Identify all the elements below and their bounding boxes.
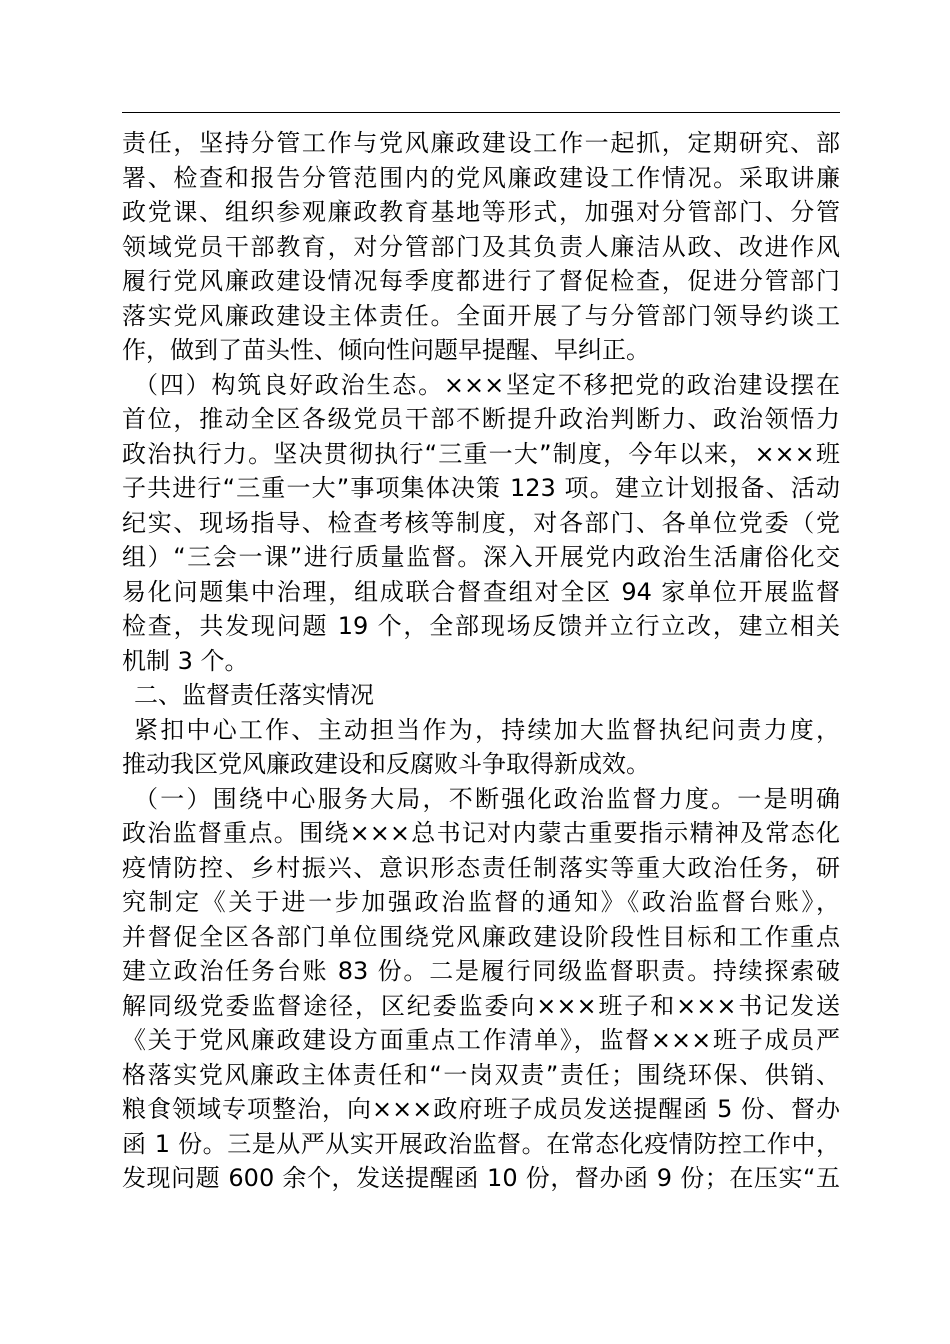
text-line-12: 纪实、现场指导、检查考核等制度，对各部门、各单位党委（党 (122, 508, 840, 537)
text-line-11: 子共进行“三重一大”事项集体决策 123 项。建立计划报备、活动 (122, 474, 840, 502)
text-line-14: 易化问题集中治理，组成联合督查组对全区 94 家单位开展监督 (122, 577, 840, 606)
text-line-27: 《关于党风廉政建设方面重点工作清单》，监督×××班子成员严 (122, 1026, 840, 1054)
text-line-6: 落实党风廉政建设主体责任。全面开展了与分管部门领导约谈工 (122, 301, 840, 330)
text-line-7: 作，做到了苗头性、倾向性问题早提醒、早纠正。 (122, 336, 650, 364)
text-line-19: 推动我区党风廉政建设和反腐败斗争取得新成效。 (122, 750, 650, 778)
text-line-31: 发现问题 600 余个，发送提醒函 10 份，督办函 9 份；在压实“五 (122, 1164, 840, 1192)
text-line-1: 责任，坚持分管工作与党风廉政建设工作一起抓，定期研究、部 (122, 129, 840, 157)
text-line-30: 函 1 份。三是从严从实开展政治监督。在常态化疫情防控工作中， (122, 1129, 840, 1158)
text-line-10: 政治执行力。坚决贯彻执行“三重一大”制度，今年以来，×××班 (122, 439, 840, 468)
text-line-15: 检查，共发现问题 19 个，全部现场反馈并立行立改，建立相关 (122, 612, 840, 640)
text-line-23: 究制定《关于进一步加强政治监督的通知》《政治监督台账》， (122, 888, 840, 916)
text-line-28: 格落实党风廉政主体责任和“一岗双责”责任；围绕环保、供销、 (122, 1060, 840, 1089)
text-line-18: 紧扣中心工作、主动担当作为，持续加大监督执纪问责力度， (134, 715, 840, 744)
document-body (122, 126, 840, 1196)
text-line-26: 解同级党委监督途径，区纪委监委向×××班子和×××书记发送 (122, 991, 840, 1020)
text-line-9: 首位，推动全区各级党员干部不断提升政治判断力、政治领悟力 (122, 405, 840, 433)
header-rule (122, 112, 840, 113)
text-line-24: 并督促全区各部门单位围绕党风廉政建设阶段性目标和工作重点 (122, 922, 840, 951)
text-line-21: 政治监督重点。围绕×××总书记对内蒙古重要指示精神及常态化 (122, 819, 840, 847)
text-line-8: （四）构筑良好政治生态。×××坚定不移把党的政治建设摆在 (134, 370, 840, 399)
text-line-3: 政党课、组织参观廉政教育基地等形式，加强对分管部门、分管 (122, 198, 840, 226)
text-line-16: 机制 3 个。 (122, 646, 249, 675)
text-line-2: 署、检查和报告分管范围内的党风廉政建设工作情况。采取讲廉 (122, 163, 840, 192)
text-line-22: 疫情防控、乡村振兴、意识形态责任制落实等重大政治任务，研 (122, 853, 840, 882)
text-line-29: 粮食领域专项整治，向×××政府班子成员发送提醒函 5 份、督办 (122, 1095, 840, 1123)
text-line-17: 二、监督责任落实情况 (134, 681, 374, 709)
text-line-4: 领域党员干部教育，对分管部门及其负责人廉洁从政、改进作风 (122, 232, 840, 261)
text-line-13: 组）“三会一课”进行质量监督。深入开展党内政治生活庸俗化交 (122, 543, 840, 571)
text-line-20: （一）围绕中心服务大局，不断强化政治监督力度。一是明确 (134, 784, 840, 813)
text-line-25: 建立政治任务台账 83 份。二是履行同级监督职责。持续探索破 (122, 957, 840, 985)
text-line-5: 履行党风廉政建设情况每季度都进行了督促检查，促进分管部门 (122, 267, 840, 295)
